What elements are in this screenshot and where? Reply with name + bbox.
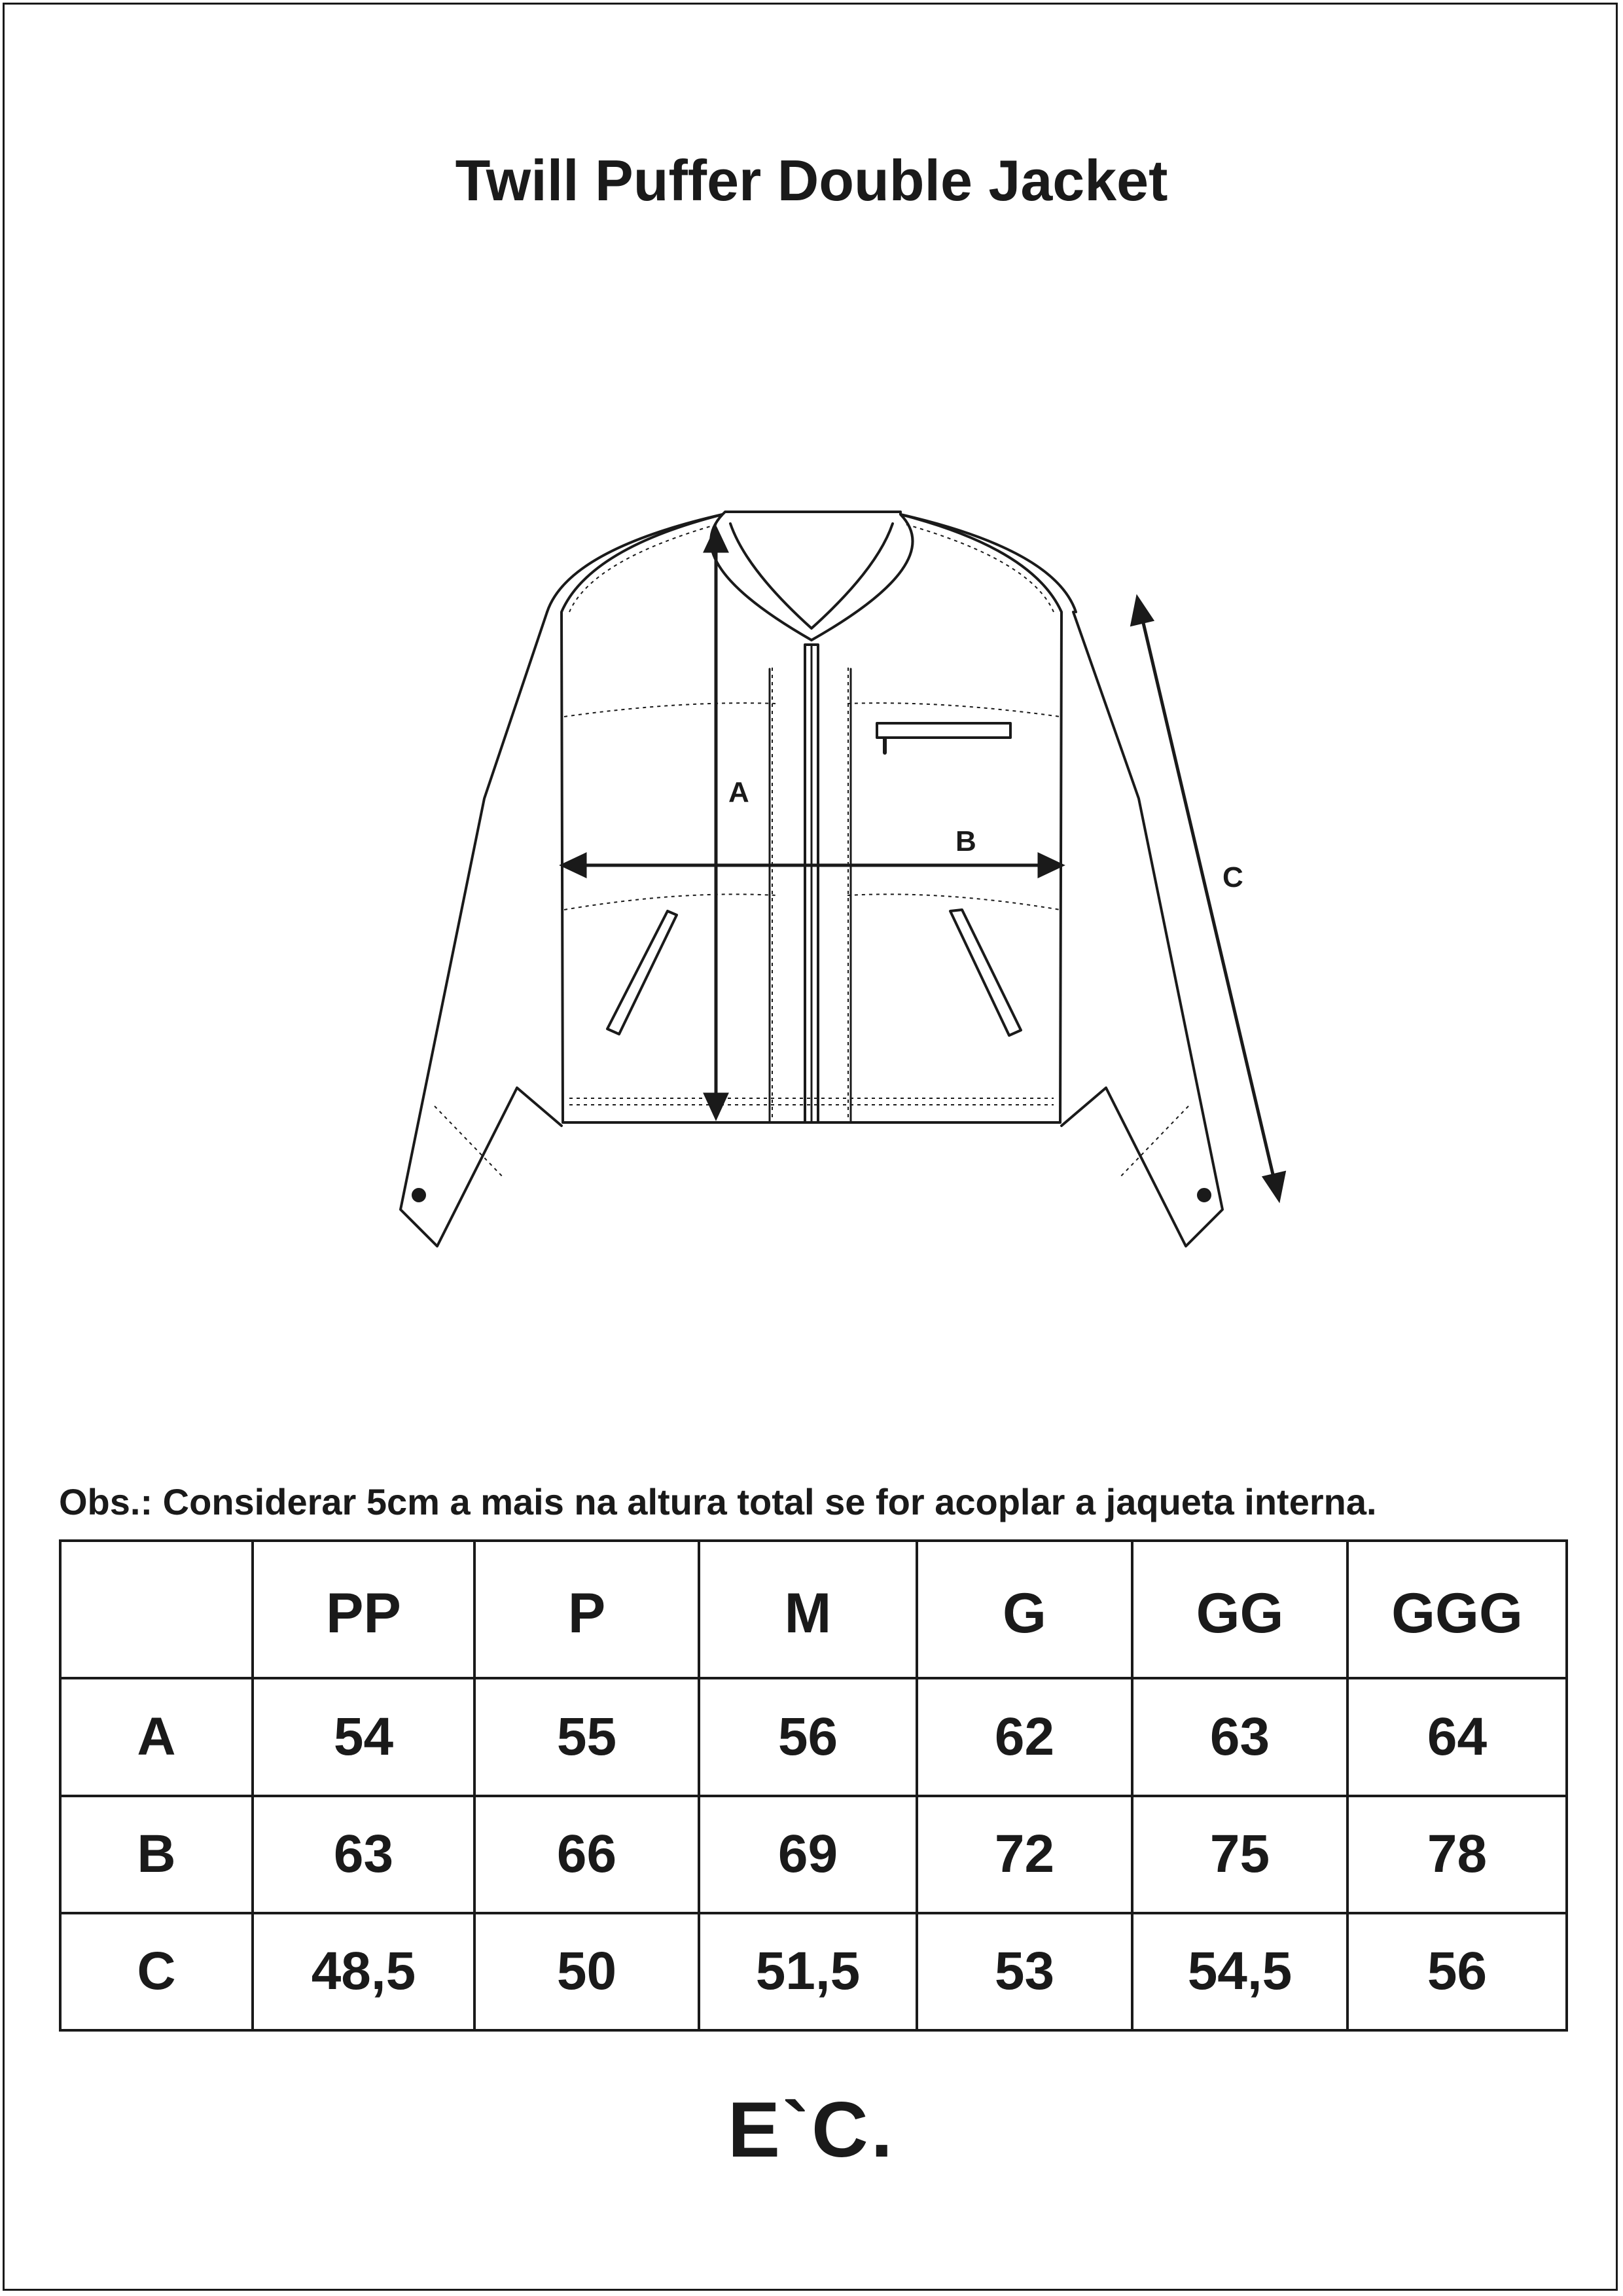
header-cell: GG: [1132, 1541, 1347, 1678]
table-cell: 78: [1347, 1796, 1567, 1913]
table-cell: 75: [1132, 1796, 1347, 1913]
table-cell: 69: [699, 1796, 917, 1913]
header-cell: [60, 1541, 253, 1678]
table-cell: 63: [1132, 1678, 1347, 1795]
header-cell: M: [699, 1541, 917, 1678]
table-cell: 53: [917, 1913, 1132, 2030]
table-cell: 72: [917, 1796, 1132, 1913]
brand-logo: E`C.: [728, 2086, 895, 2174]
table-cell: 54: [253, 1678, 474, 1795]
left-sleeve: [401, 612, 562, 1246]
table-row: [60, 1796, 1567, 1913]
table-row: [60, 1913, 1567, 2030]
chest-pocket: [877, 723, 1010, 738]
left-cuff-button: [413, 1189, 425, 1201]
note-text: Obs.: Considerar 5cm a mais na altura total se for acoplar a jaqueta interna.: [59, 1481, 1377, 1522]
table-cell: 50: [474, 1913, 699, 2030]
table-header-row: [60, 1541, 1567, 1678]
page-title: Twill Puffer Double Jacket: [455, 148, 1168, 213]
table-cell: 66: [474, 1796, 699, 1913]
header-cell: GGG: [1347, 1541, 1567, 1678]
label-c: C: [1222, 861, 1243, 893]
row-label: A: [60, 1678, 253, 1795]
table-cell: 56: [1347, 1913, 1567, 2030]
size-table: [59, 1539, 1568, 2032]
right-sleeve: [1061, 612, 1222, 1246]
table-cell: 64: [1347, 1678, 1567, 1795]
header-cell: PP: [253, 1541, 474, 1678]
table-row: [60, 1678, 1567, 1795]
table-cell: 55: [474, 1678, 699, 1795]
header-cell: G: [917, 1541, 1132, 1678]
right-cuff-button: [1198, 1189, 1210, 1201]
row-label: B: [60, 1796, 253, 1913]
table-cell: 48,5: [253, 1913, 474, 2030]
table-cell: 54,5: [1132, 1913, 1347, 2030]
label-b: B: [955, 825, 976, 857]
label-a: A: [728, 776, 749, 808]
table-cell: 62: [917, 1678, 1132, 1795]
table-cell: 63: [253, 1796, 474, 1913]
row-label: C: [60, 1913, 253, 2030]
table-cell: 56: [699, 1678, 917, 1795]
header-cell: P: [474, 1541, 699, 1678]
table-cell: 51,5: [699, 1913, 917, 2030]
